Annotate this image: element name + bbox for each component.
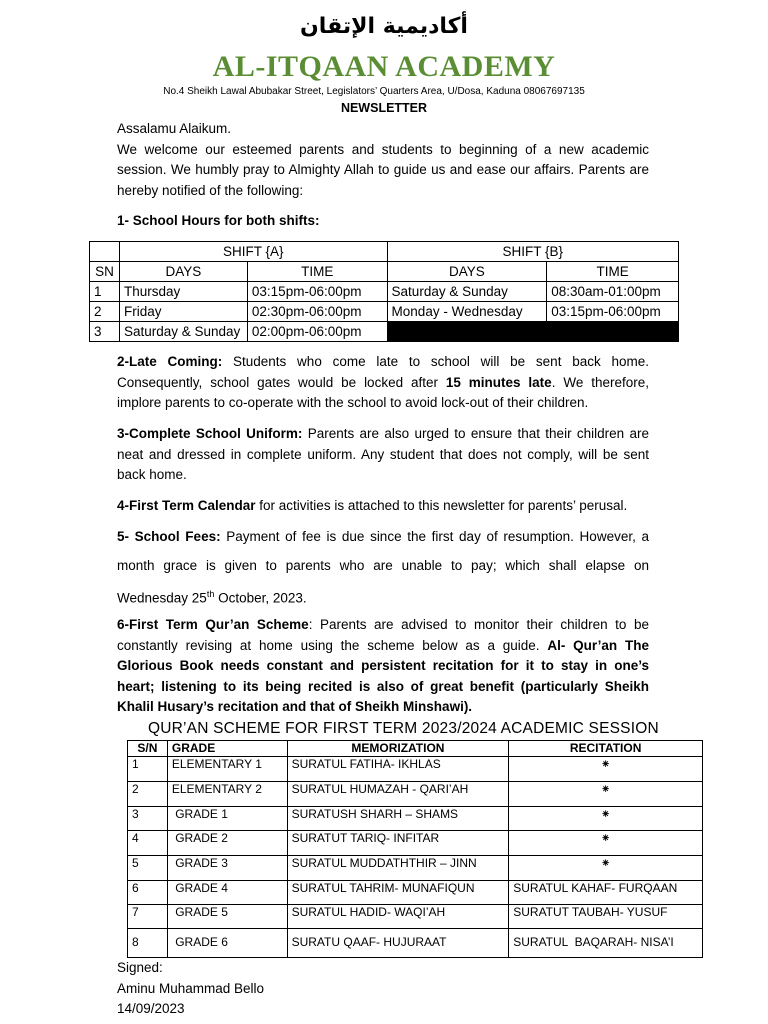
a-time-header: TIME (247, 262, 387, 282)
memorization-cell: SURATUL FATIHA- IKHLAS (287, 757, 509, 782)
recitation-cell: ⁕ (509, 757, 703, 782)
uniform-label: 3-Complete School Uniform: (117, 426, 303, 441)
table-row (128, 782, 703, 807)
grade-cell: ELEMENTARY 1 (167, 757, 287, 782)
recitation-cell: SURATUT TAUBAH- YUSUF (509, 905, 703, 929)
a-time-cell: 02:00pm-06:00pm (247, 322, 387, 342)
shift-b-header: SHIFT {B} (387, 242, 678, 262)
grade-cell: ELEMENTARY 2 (167, 782, 287, 807)
grade-cell: GRADE 2 (167, 831, 287, 856)
sn-cell: 1 (90, 282, 120, 302)
memorization-cell: SURATUL HUMAZAH - QARI’AH (287, 782, 509, 807)
signature-date: 14/09/2023 (117, 1001, 185, 1016)
uniform-section (117, 424, 649, 486)
sn-cell: 4 (128, 831, 168, 856)
grade-cell: GRADE 6 (167, 929, 287, 958)
table-row (128, 807, 703, 831)
grade-cell: GRADE 3 (167, 856, 287, 881)
calendar-label: 4-First Term Calendar (117, 498, 256, 513)
table-row (128, 905, 703, 929)
grade-header: GRADE (167, 741, 287, 757)
signatory-name: Aminu Muhammad Bello (117, 980, 265, 996)
sn-header: SN (90, 262, 120, 282)
shift-a-header: SHIFT {A} (119, 242, 387, 262)
column-header-row (90, 262, 679, 282)
academy-name: AL-ITQAAN ACADEMY (212, 50, 556, 83)
memorization-cell: SURATU QAAF- HUJURAAT (287, 929, 509, 958)
table-row (90, 302, 679, 322)
fees-text-end: October, 2023. (214, 590, 307, 606)
recitation-cell: ⁕ (509, 831, 703, 856)
late-coming-section (117, 352, 649, 414)
quran-scheme-table (127, 740, 703, 958)
table-row (90, 322, 679, 342)
a-days-cell: Friday (119, 302, 247, 322)
memorization-cell: SURATUL MUDDATHTHIR – JINN (287, 856, 509, 881)
school-hours-heading-text: 1- School Hours for both shifts: (117, 213, 320, 228)
a-days-cell: Thursday (119, 282, 247, 302)
table-row (128, 757, 703, 782)
signature-block (117, 958, 264, 1020)
b-time-cell: 08:30am-01:00pm (547, 282, 679, 302)
grade-cell: GRADE 1 (167, 807, 287, 831)
memorization-cell: SURATUL HADID- WAQI’AH (287, 905, 509, 929)
signed-label: Signed: (117, 960, 163, 975)
school-hours-table (89, 241, 679, 342)
recitation-cell: ⁕ (509, 856, 703, 881)
late-coming-text-end: . We therefore, implore parents to co-operate with the school to avoid lock-out of their children. (117, 374, 649, 410)
intro-body: We welcome our esteemed parents and students to beginning of a new academic session. We humbly pray to Almighty Allah to guide us and ease our affairs. Parents are hereby notified of the following: (117, 141, 649, 198)
table-row (128, 856, 703, 881)
table-row (90, 282, 679, 302)
sn-header: S/N (128, 741, 168, 757)
sn-cell: 5 (128, 856, 168, 881)
scheme-header-row (128, 741, 703, 757)
late-coming-label: 2-Late Coming: (117, 354, 223, 369)
table-row (128, 929, 703, 958)
intro-section (117, 119, 649, 201)
sn-cell: 6 (128, 881, 168, 905)
fees-section (117, 522, 649, 613)
memorization-cell: SURATUSH SHARH – SHAMS (287, 807, 509, 831)
fees-label: 5- School Fees: (117, 529, 221, 544)
late-coming-text: Students who come late to school will be sent back home. Consequently, school gates would be locked after (117, 354, 649, 390)
recitation-cell: ⁕ (509, 782, 703, 807)
memorization-header: MEMORIZATION (287, 741, 509, 757)
recitation-cell: ⁕ (509, 807, 703, 831)
quran-bold-text: Al- Qur’an The Glorious Book needs constant and persistent recitation for it to stay in one’s heart; listening to its being recited is also of great benefit (particularly Sheikh Khalil Husary’s recitation and that of Sheikh Minshawi). (117, 637, 649, 714)
sn-cell: 3 (128, 807, 168, 831)
recitation-header: RECITATION (509, 741, 703, 757)
recitation-cell: SURATUL BAQARAH- NISA’I (509, 929, 703, 958)
sn-cell: 7 (128, 905, 168, 929)
uniform-text: Parents are also urged to ensure that their children are neat and dressed in complete uniform. Any student that does not comply, will be sent back home. (117, 426, 649, 482)
academy-address: No.4 Sheikh Lawal Abubakar Street, Legislators’ Quarters Area, U/Dosa, Kaduna 08067697135 (163, 86, 585, 97)
late-coming-bold: 15 minutes late (445, 374, 552, 390)
blank-cell (90, 242, 120, 262)
b-days-cell: Monday - Wednesday (387, 302, 547, 322)
quran-label: 6-First Term Qur’an Scheme (117, 617, 309, 632)
blacked-out-cell (387, 322, 678, 342)
table-row (128, 881, 703, 905)
sn-cell: 3 (90, 322, 120, 342)
quran-text: : Parents are advised to monitor their children to be constantly revising at home using the scheme below as a guide. (117, 617, 649, 653)
document-type-title: NEWSLETTER (340, 101, 428, 115)
b-time-header: TIME (547, 262, 679, 282)
scheme-title: QUR’AN SCHEME FOR FIRST TERM 2023/2024 ACADEMIC SESSION (148, 720, 659, 737)
school-hours-heading (117, 211, 649, 232)
b-time-cell: 03:15pm-06:00pm (547, 302, 679, 322)
sn-cell: 8 (128, 929, 168, 958)
fees-text: Payment of fee is due since the first day of resumption. However, a month grace is given to parents who are unable to pay; which shall elapse on Wednesday 25 (117, 529, 649, 606)
a-days-header: DAYS (119, 262, 247, 282)
grade-cell: GRADE 5 (167, 905, 287, 929)
recitation-cell: SURATUL KAHAF- FURQAAN (509, 881, 703, 905)
memorization-cell: SURATUT TARIQ- INFITAR (287, 831, 509, 856)
fees-date-suffix: th (206, 589, 215, 599)
a-time-cell: 02:30pm-06:00pm (247, 302, 387, 322)
calendar-text: for activities is attached to this newsletter for parents’ perusal. (255, 498, 628, 513)
table-row (128, 831, 703, 856)
a-days-cell: Saturday & Sunday (119, 322, 247, 342)
b-days-header: DAYS (387, 262, 547, 282)
memorization-cell: SURATUL TAHRIM- MUNAFIQUN (287, 881, 509, 905)
shift-header-row (90, 242, 679, 262)
quran-section (117, 615, 649, 718)
sn-cell: 1 (128, 757, 168, 782)
arabic-academy-name: أكاديمية الإتقان (300, 14, 468, 39)
grade-cell: GRADE 4 (167, 881, 287, 905)
calendar-section (117, 496, 649, 517)
sn-cell: 2 (128, 782, 168, 807)
sn-cell: 2 (90, 302, 120, 322)
b-days-cell: Saturday & Sunday (387, 282, 547, 302)
greeting: Assalamu Alaikum. (117, 121, 232, 136)
a-time-cell: 03:15pm-06:00pm (247, 282, 387, 302)
